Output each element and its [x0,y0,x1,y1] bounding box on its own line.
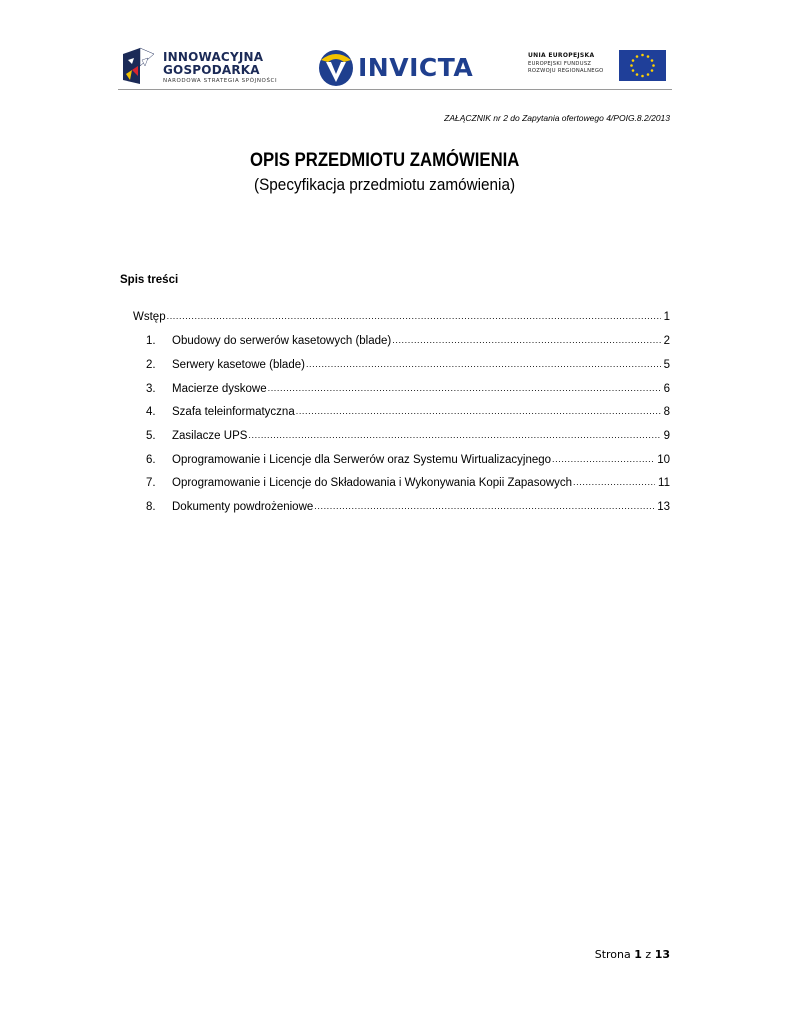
ig-line1: INNOWACYJNA [163,50,264,64]
page-header [118,40,672,90]
toc-entry-label: Szafa teleinformatyczna [172,406,295,418]
toc-dot-leader [314,498,654,510]
toc-dot-leader [167,308,661,320]
toc-entry-4[interactable] [146,403,670,419]
toc-dot-leader [573,474,655,486]
toc-heading: Spis treści [120,274,179,286]
toc-entry-number: 2. [146,359,156,371]
eu-line3: ROZWOJU REGIONALNEGO [528,68,604,74]
toc-entry-page: 8 [663,406,670,418]
toc-entry-label: Wstęp [133,311,166,323]
toc-entry-label: Oprogramowanie i Licencje do Składowania i Wykonywania Kopii Zapasowych [172,477,573,489]
toc-dot-leader [392,332,660,344]
toc-entry-number: 1. [146,335,156,347]
invicta-logo [318,48,474,88]
toc-entry-7[interactable] [146,474,670,490]
toc-entry-page: 10 [657,454,670,466]
footer-current-page: 1 [634,948,642,961]
eu-line1: UNIA EUROPEJSKA [528,52,595,59]
annex-note: ZAŁĄCZNIK nr 2 do Zapytania ofertowego 4/POIG.8.2/2013 [444,113,670,123]
toc-entry-page: 6 [663,383,670,395]
footer-total-pages: 13 [654,948,670,961]
ig-line3: NARODOWA STRATEGIA SPÓJNOŚCI [163,78,278,84]
toc-entry-number: 5. [146,430,156,442]
header-divider [118,89,672,90]
ig-emblem-icon [120,44,158,88]
toc-entry-page: 9 [663,430,670,442]
toc-entry-label: Oprogramowanie i Licencje dla Serwerów oraz Systemu Wirtualizacyjnego [172,454,552,466]
toc-entry-label: Serwery kasetowe (blade) [172,359,305,371]
toc-entry-5[interactable] [146,427,670,443]
toc-entry-label: Zasilacze UPS [172,430,248,442]
toc-entry-number: 4. [146,406,156,418]
toc-entry-number: 6. [146,454,156,466]
toc-entry-label: Macierze dyskowe [172,383,267,395]
toc-dot-leader [248,427,660,439]
document-subtitle: (Specyfikacja przedmiotu zamówienia) [254,175,516,194]
toc-entry-page: 11 [658,477,670,489]
toc-entry-label: Dokumenty powdrożeniowe [172,501,314,513]
toc-entry-number: 8. [146,501,156,513]
toc-dot-leader [552,451,654,463]
toc-entry-page: 2 [663,335,670,347]
toc-entry-page: 5 [663,359,670,371]
invicta-wordmark: INVICTA [358,53,474,82]
toc-entry-number: 3. [146,383,156,395]
toc-dot-leader [268,380,661,392]
invicta-v-icon [318,48,356,88]
eu-flag-icon [619,50,666,81]
innowacyjna-gospodarka-logo [120,44,280,88]
eu-logo [528,46,673,84]
toc-entry-number: 7. [146,477,156,489]
toc-entry-page: 1 [663,311,670,323]
toc-entry-8[interactable] [146,498,670,514]
toc-entry-2[interactable] [146,356,670,372]
eu-line2: EUROPEJSKI FUNDUSZ [528,61,592,67]
toc-entry-page: 13 [657,501,670,513]
toc-entry-1[interactable] [146,332,670,348]
ig-line2: GOSPODARKA [163,63,260,77]
toc-entry-label: Obudowy do serwerów kasetowych (blade) [172,335,392,347]
footer-separator: z [645,948,652,961]
toc-dot-leader [296,403,661,415]
toc-entry-6[interactable] [146,451,670,467]
document-title: OPIS PRZEDMIOTU ZAMÓWIENIA [250,150,520,171]
toc-dot-leader [306,356,661,368]
page-footer [595,948,670,961]
toc-entry-3[interactable] [146,380,670,396]
footer-prefix: Strona [594,948,631,961]
toc-entry-intro[interactable] [133,308,670,324]
